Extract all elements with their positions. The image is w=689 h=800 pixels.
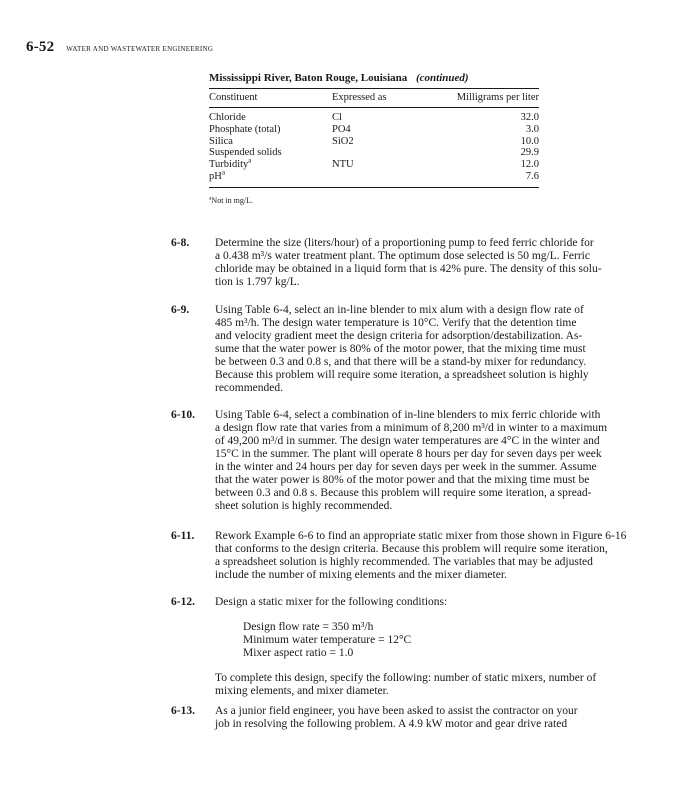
text-line: Using Table 6-4, select an in-line blender to mix alum with a design flow rate of [215,304,584,316]
cell-value: 7.6 [525,170,539,182]
footnote-marker: a [248,156,252,165]
footnote-marker: a [221,168,226,177]
table-row [209,136,539,148]
table-row [209,168,539,183]
cell-value: 29.9 [520,147,539,159]
cell-value: 10.0 [520,135,539,147]
condition-line: Design flow rate = 350 m³/h [243,621,374,633]
condition-line: Minimum water temperature = 12°C [243,634,412,646]
table-body [209,108,539,187]
text-line: that the water power is 80% of the motor power and that the mixing time must be [215,474,590,486]
text-line: Design a static mixer for the following conditions: [215,596,448,608]
text-line: of 49,200 m³/d in summer. The design water temperatures are 4°C in the winter and [215,435,600,447]
cell-constituent: Phosphate (total) [209,123,281,135]
text-line: a 0.438 m³/s water treatment plant. The optimum dose selected is 50 mg/L. Ferric [215,250,590,262]
problem-number: 6-10. [171,409,195,421]
table-footnote [209,196,539,205]
problem-6-9 [171,304,641,395]
text-line: job in resolving the following problem. A 4.9 kW motor and gear drive rated [215,718,568,730]
table-bottom-rule [209,187,539,188]
table-caption [209,72,539,84]
text-line: sheet solution is highly recommended. [215,500,393,512]
text-line: Because this problem will require some iteration, a spreadsheet solution is highly [215,369,589,381]
text-line: 15°C in the summer. The plant will operate 8 hours per day for seven days per week [215,448,602,460]
text-line: a design flow rate that varies from a minimum of 8,200 m³/d in winter to a maximum [215,422,608,434]
text-line: sume that the water power is 80% of the motor power, that the mixing time must [215,343,586,355]
text-line: Rework Example 6-6 to find an appropriate static mixer from those shown in Figure 6-16 [215,530,627,542]
table-row [209,156,539,171]
text-line: 485 m³/h. The design water temperature is 10°C. Verify that the detention time [215,317,577,329]
running-head [26,38,213,56]
text-line: be between 0.3 and 0.8 s, and that there will be a stand-by mixer for redundancy. [215,356,587,368]
condition-line: Mixer aspect ratio = 1.0 [243,647,354,659]
cell-value: 32.0 [520,112,539,123]
problem-text [215,705,641,731]
problem-number: 6-9. [171,304,190,316]
cell-expressed-as: SiO2 [332,135,354,147]
problem-text [215,672,641,698]
problem-text [215,237,641,289]
text-line: Using Table 6-4, select a combination of in-line blenders to mix ferric chloride with [215,409,601,421]
problem-number: 6-13. [171,705,195,717]
table-row [209,112,539,124]
footnote-text: Not in mg/L. [211,195,253,205]
cell-constituent: Suspended solids [209,147,282,159]
cell-constituent: Silica [209,135,233,147]
table-header-row [209,89,539,107]
problem-number: 6-8. [171,237,190,249]
text-line: As a junior field engineer, you have been asked to assist the contractor on your [215,705,578,717]
cell-expressed-as [332,171,417,183]
column-header-mg-per-liter: Milligrams per liter [456,92,539,103]
constituent-text: Turbidity [209,159,249,171]
water-quality-table [209,72,539,205]
cell-value: 12.0 [520,159,539,171]
footnote-marker: a [209,195,212,202]
cell-constituent [209,156,332,171]
problem-text [215,530,641,582]
problem-number: 6-11. [171,530,195,542]
table-caption-continued: (continued) [416,72,469,84]
text-line: and velocity gradient meet the design criteria for adsorption/destabilization. As- [215,330,583,342]
text-line: that conforms to the design criteria. Because this problem will require some iteration, [215,543,608,555]
text-line: mixing elements, and mixer diameter. [215,685,389,697]
cell-expressed-as: NTU [332,159,354,171]
design-conditions [243,621,641,660]
table-row [209,147,539,159]
cell-constituent [209,168,332,183]
problem-intro [215,596,641,609]
problem-6-12 [171,596,641,698]
text-line: tion is 1.797 kg/L. [215,276,300,288]
problem-6-10 [171,409,641,513]
table-row [209,124,539,136]
cell-expressed-as: Cl [332,112,342,123]
text-line: Determine the size (liters/hour) of a proportioning pump to feed ferric chloride for [215,237,594,249]
cell-constituent: Chloride [209,112,246,123]
column-header-constituent: Constituent [209,92,258,103]
running-title: WATER AND WASTEWATER ENGINEERING [66,45,214,53]
table-caption-title: Mississippi River, Baton Rouge, Louisiana [209,72,408,84]
column-header-expressed-as: Expressed as [332,92,387,103]
cell-value: 3.0 [525,123,539,135]
problem-6-8 [171,237,641,289]
problem-6-13 [171,705,641,731]
page-number: 6-52 [26,39,55,55]
problem-text [215,409,641,513]
text-line: include the number of mixing elements and the mixer diameter. [215,569,507,581]
text-line: recommended. [215,382,284,394]
text-line: a spreadsheet solution is highly recommended. The variables that may be adjusted [215,556,593,568]
cell-expressed-as [332,147,417,159]
text-line: in the winter and 24 hours per day for seven days per week in the summer. Assume [215,461,597,473]
problem-number: 6-12. [171,596,195,608]
constituent-text: pH [209,170,222,182]
problem-text [215,304,641,395]
text-line: To complete this design, specify the following: number of static mixers, number of [215,672,597,684]
problem-6-11 [171,530,641,582]
cell-expressed-as: PO4 [332,123,351,135]
text-line: between 0.3 and 0.8 s. Because this problem will require some iteration, a spread- [215,487,592,499]
text-line: chloride may be obtained in a liquid form that is 42% pure. The density of this solu- [215,263,602,275]
